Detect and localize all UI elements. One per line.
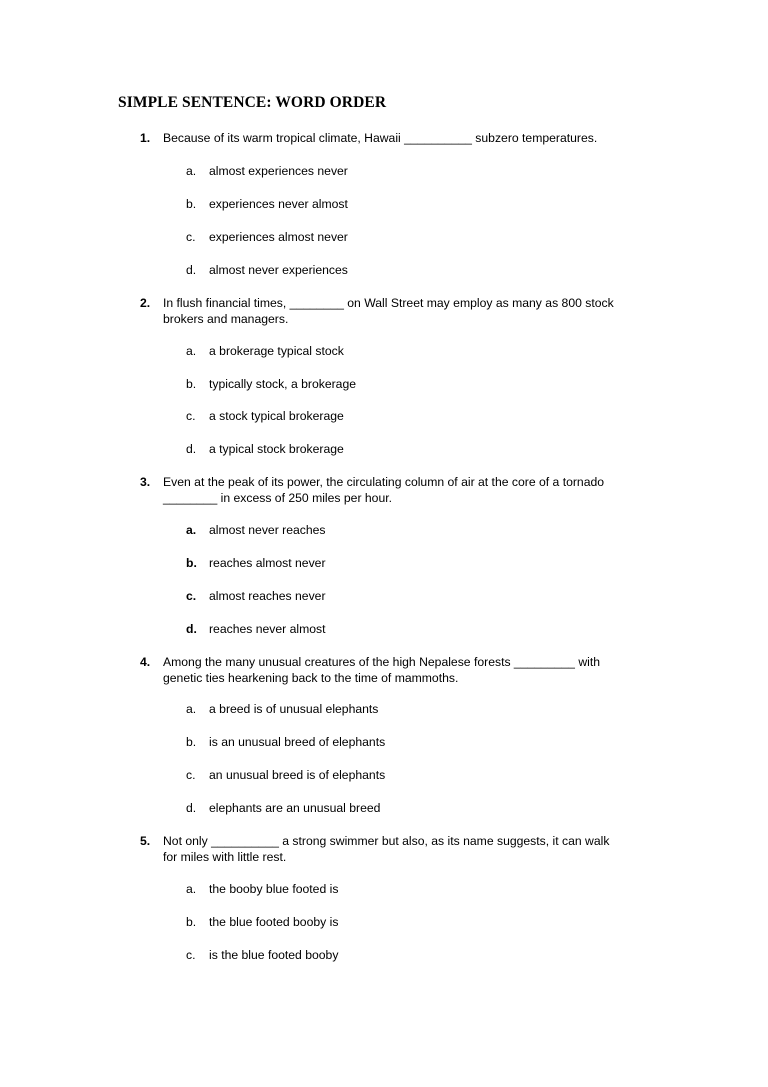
question-text [163,474,663,506]
question-line: ________ in excess of 250 miles per hour. [163,491,393,505]
option-text: elephants are an unusual breed [209,801,381,815]
question-number: 3. [140,475,151,489]
option-text: almost reaches never [209,589,326,603]
question-number: 5. [140,834,151,848]
option-text: a brokerage typical stock [209,344,344,358]
option-letter: c. [186,948,196,962]
question-text [163,130,663,146]
option-text: a typical stock brokerage [209,442,344,456]
option-text: is the blue footed booby [209,948,339,962]
option-letter: c. [186,230,196,244]
question-line: for miles with little rest. [163,850,287,864]
option-letter: c. [186,589,197,603]
option-text: almost never reaches [209,523,326,537]
option-letter: c. [186,409,196,423]
option-letter: a. [186,882,197,896]
option-letter: c. [186,768,196,782]
option-text: is an unusual breed of elephants [209,735,386,749]
question-number: 1. [140,131,151,145]
option-letter: b. [186,915,197,929]
option-letter: a. [186,164,197,178]
question-text [163,654,663,686]
option-text: the blue footed booby is [209,915,339,929]
option-letter: b. [186,735,197,749]
option-letter: b. [186,197,197,211]
question-line: Not only __________ a strong swimmer but also, as its name suggests, it can walk [163,834,610,848]
question-line: genetic ties hearkening back to the time of mammoths. [163,671,459,685]
option-letter: d. [186,442,197,456]
option-text: experiences almost never [209,230,348,244]
question-line: brokers and managers. [163,312,289,326]
option-letter: a. [186,344,197,358]
option-letter: d. [186,263,197,277]
option-text: reaches almost never [209,556,326,570]
option-letter: a. [186,702,197,716]
worksheet-title: SIMPLE SENTENCE: WORD ORDER [118,94,387,111]
option-text: a stock typical brokerage [209,409,344,423]
option-text: a breed is of unusual elephants [209,702,379,716]
option-text: reaches never almost [209,622,326,636]
option-letter: d. [186,622,197,636]
option-text: almost experiences never [209,164,348,178]
option-text: almost never experiences [209,263,348,277]
question-text [163,295,663,327]
option-letter: d. [186,801,197,815]
option-text: the booby blue footed is [209,882,339,896]
option-text: experiences never almost [209,197,348,211]
question-line: Even at the peak of its power, the circulating column of air at the core of a tornado [163,475,605,489]
question-line: Because of its warm tropical climate, Hawaii __________ subzero temperatures. [163,131,598,145]
question-number: 4. [140,655,151,669]
option-letter: b. [186,377,197,391]
question-text [163,833,663,865]
option-text: an unusual breed is of elephants [209,768,386,782]
question-number: 2. [140,296,151,310]
option-letter: b. [186,556,197,570]
question-line: Among the many unusual creatures of the high Nepalese forests _________ with [163,655,600,669]
option-letter: a. [186,523,197,537]
option-text: typically stock, a brokerage [209,377,356,391]
question-line: In flush financial times, ________ on Wall Street may employ as many as 800 stock [163,296,614,310]
